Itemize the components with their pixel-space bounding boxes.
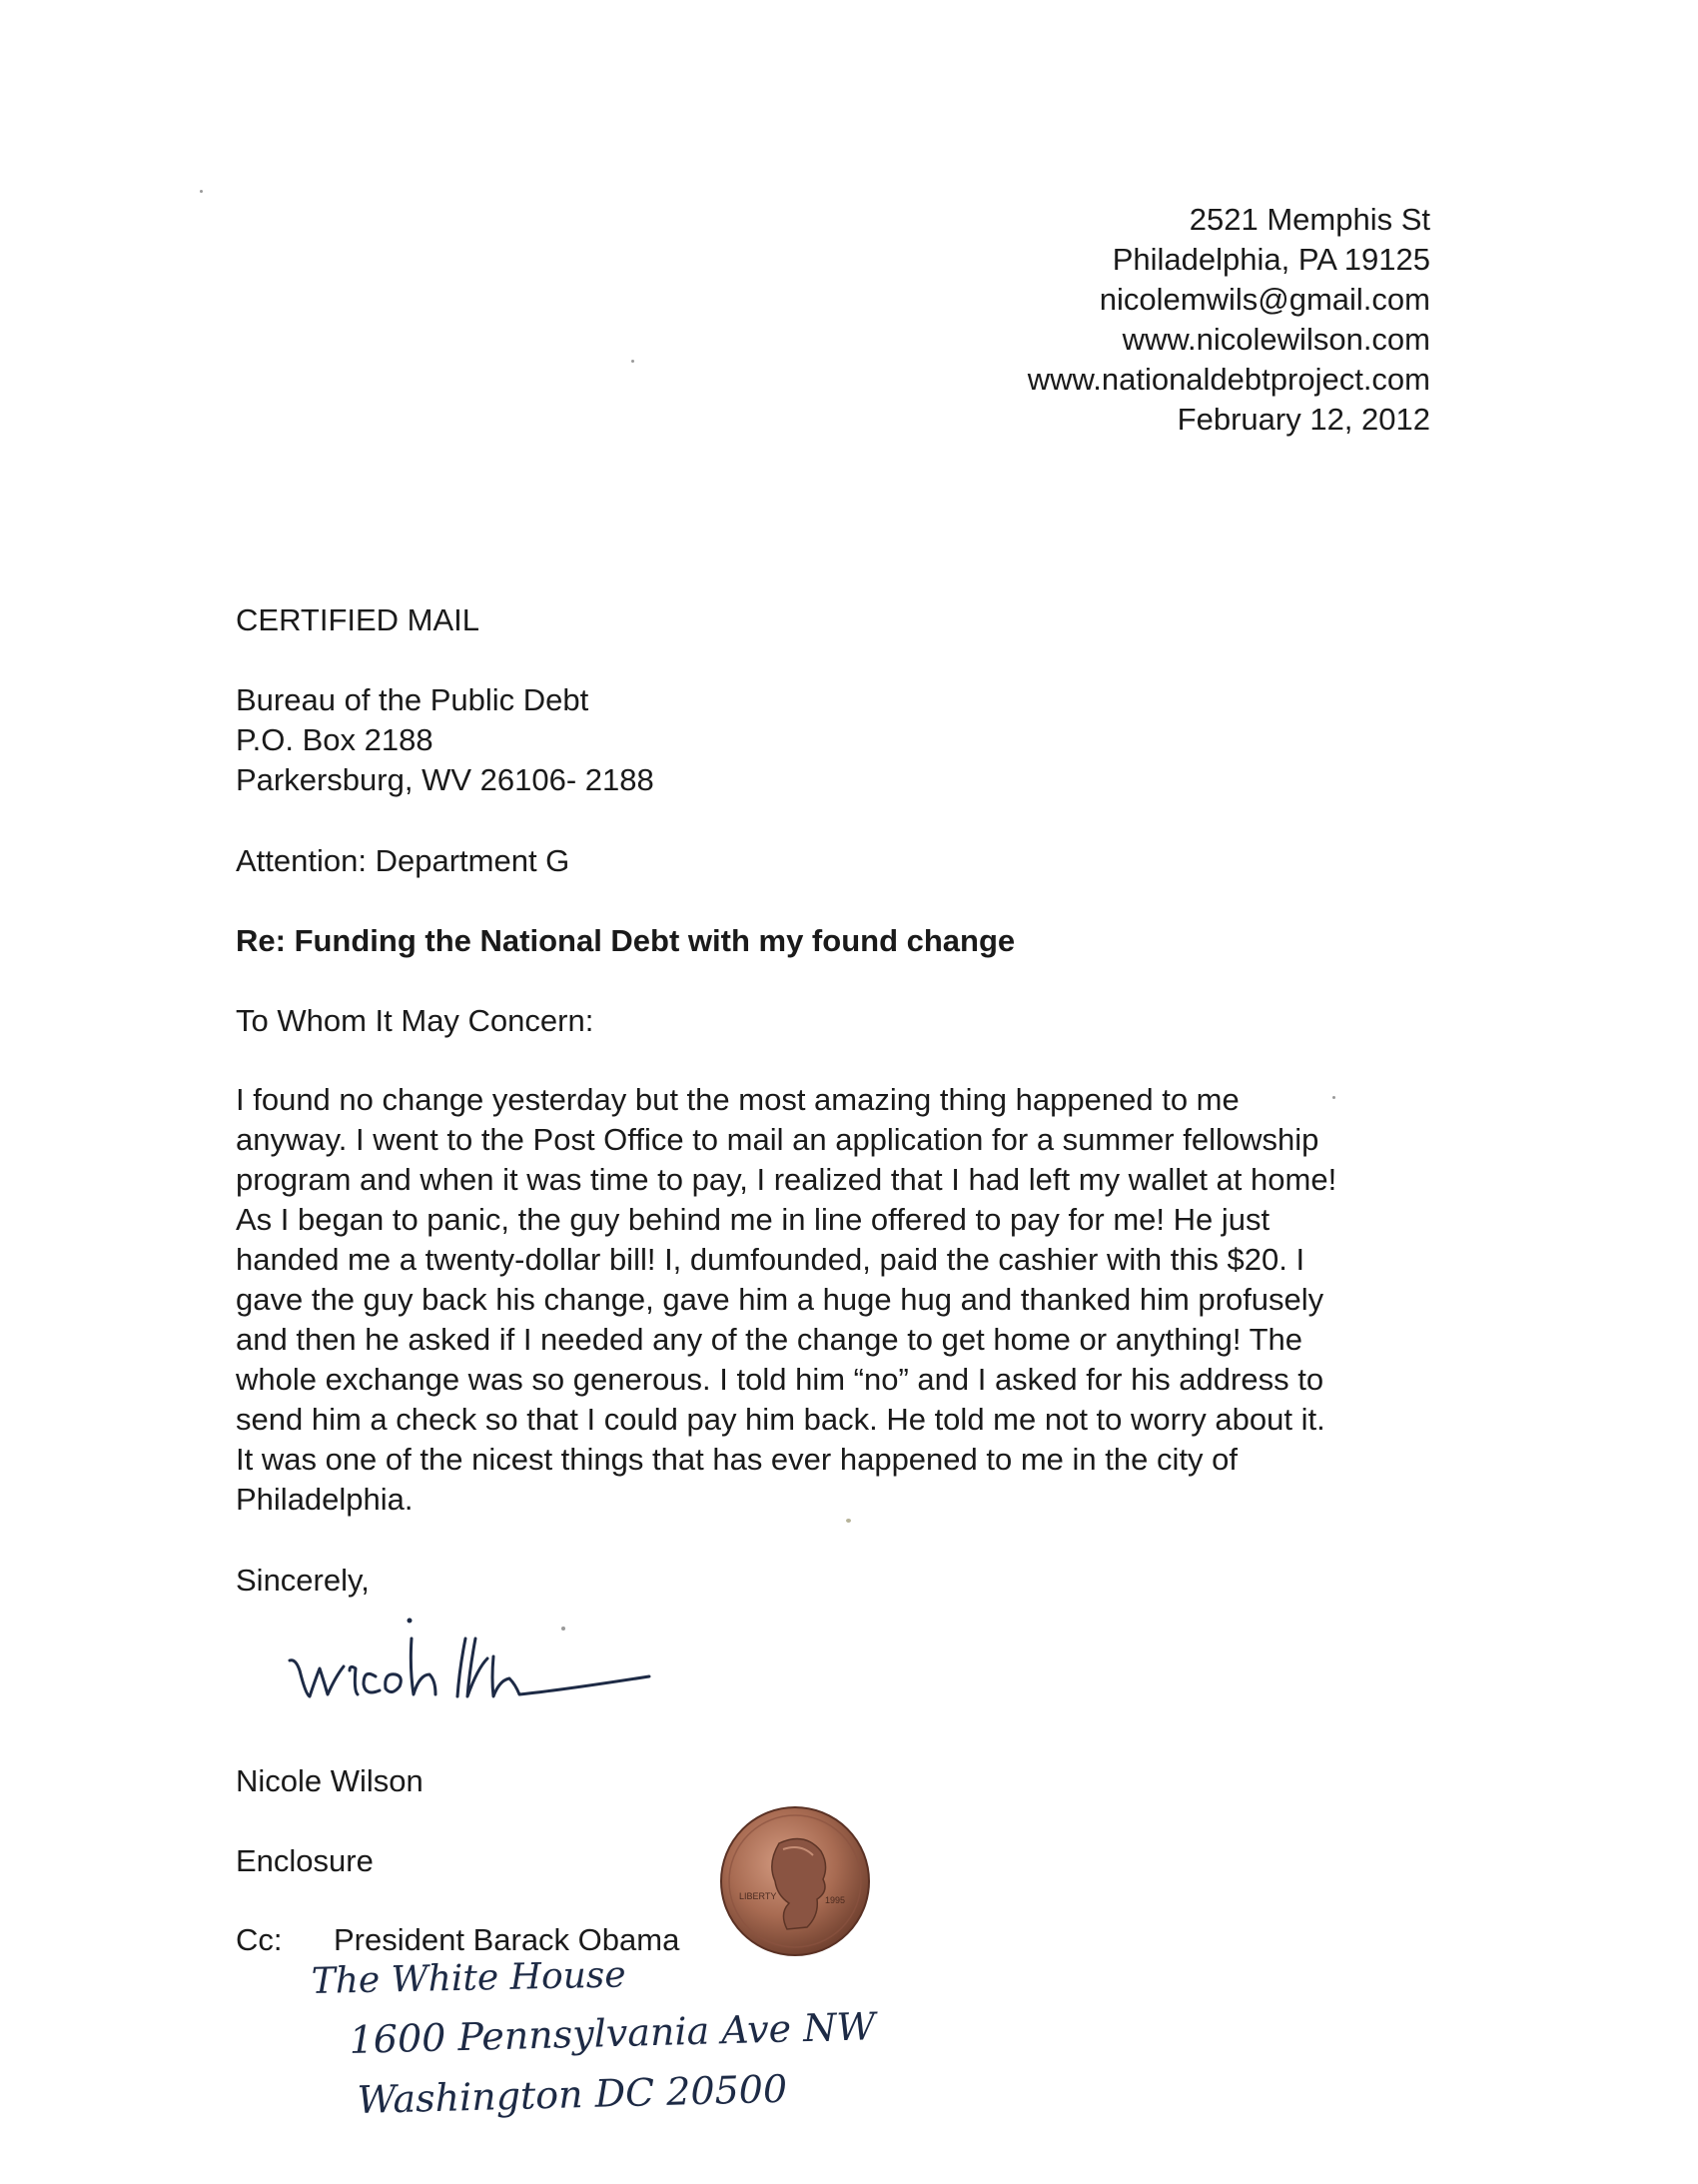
cc-label: Cc:	[236, 1922, 283, 1957]
body-line: send him a check so that I could pay him back. He told me not to worry about it.	[236, 1402, 1325, 1437]
recipient-line: Bureau of the Public Debt	[236, 682, 589, 717]
body-line: whole exchange was so generous. I told him “no” and I asked for his address to	[236, 1362, 1324, 1397]
recipient-address	[236, 680, 654, 800]
salutation: To Whom It May Concern:	[236, 1003, 594, 1038]
coin-legend: LIBERTY	[739, 1891, 777, 1901]
letter-date: February 12, 2012	[1177, 402, 1430, 437]
penny-coin	[717, 1803, 873, 1959]
body-line: handed me a twenty-dollar bill! I, dumfounded, paid the cashier with this $20. I	[236, 1242, 1305, 1277]
handwritten-address-line: The White House	[311, 1954, 627, 2002]
enclosure-label: Enclosure	[236, 1843, 374, 1878]
handwritten-signature	[280, 1599, 699, 1728]
scan-speck	[200, 190, 203, 193]
cc-recipient-name: President Barack Obama	[334, 1922, 680, 1957]
handwritten-cc-address	[300, 1953, 1019, 2133]
body-line: and then he asked if I needed any of the change to get home or anything! The	[236, 1322, 1302, 1357]
sender-city: Philadelphia, PA 19125	[1112, 242, 1430, 277]
body-line: I found no change yesterday but the most amazing thing happened to me	[236, 1082, 1240, 1117]
coin-year: 1995	[825, 1895, 846, 1905]
letter-body	[236, 1080, 1336, 1520]
body-line: Philadelphia.	[236, 1482, 414, 1517]
scan-speck	[631, 360, 634, 363]
sender-website: www.nicolewilson.com	[1122, 322, 1430, 357]
closing: Sincerely,	[236, 1563, 370, 1598]
body-line: anyway. I went to the Post Office to mail an application for a summer fellowship	[236, 1122, 1319, 1157]
recipient-line: Parkersburg, WV 26106- 2188	[236, 762, 654, 797]
body-line: It was one of the nicest things that has ever happened to me in the city of	[236, 1442, 1238, 1477]
handwritten-address-line: Washington DC 20500	[357, 2066, 788, 2122]
attention-line: Attention: Department G	[236, 843, 570, 878]
signer-name: Nicole Wilson	[236, 1763, 424, 1798]
body-line: program and when it was time to pay, I realized that I had left my wallet at home!	[236, 1162, 1337, 1197]
subject-line: Re: Funding the National Debt with my found change	[236, 923, 1016, 958]
sender-street: 2521 Memphis St	[1189, 202, 1430, 237]
sender-project-website: www.nationaldebtproject.com	[1027, 362, 1430, 397]
certified-mail-label: CERTIFIED MAIL	[236, 602, 480, 637]
body-line: gave the guy back his change, gave him a huge hug and thanked him profusely	[236, 1282, 1324, 1317]
handwritten-address-line: 1600 Pennsylvania Ave NW	[349, 2004, 876, 2062]
body-line: As I began to panic, the guy behind me in line offered to pay for me! He just	[236, 1202, 1271, 1237]
sender-address	[1028, 200, 1430, 440]
recipient-line: P.O. Box 2188	[236, 722, 433, 757]
sender-email: nicolemwils@gmail.com	[1099, 282, 1430, 317]
